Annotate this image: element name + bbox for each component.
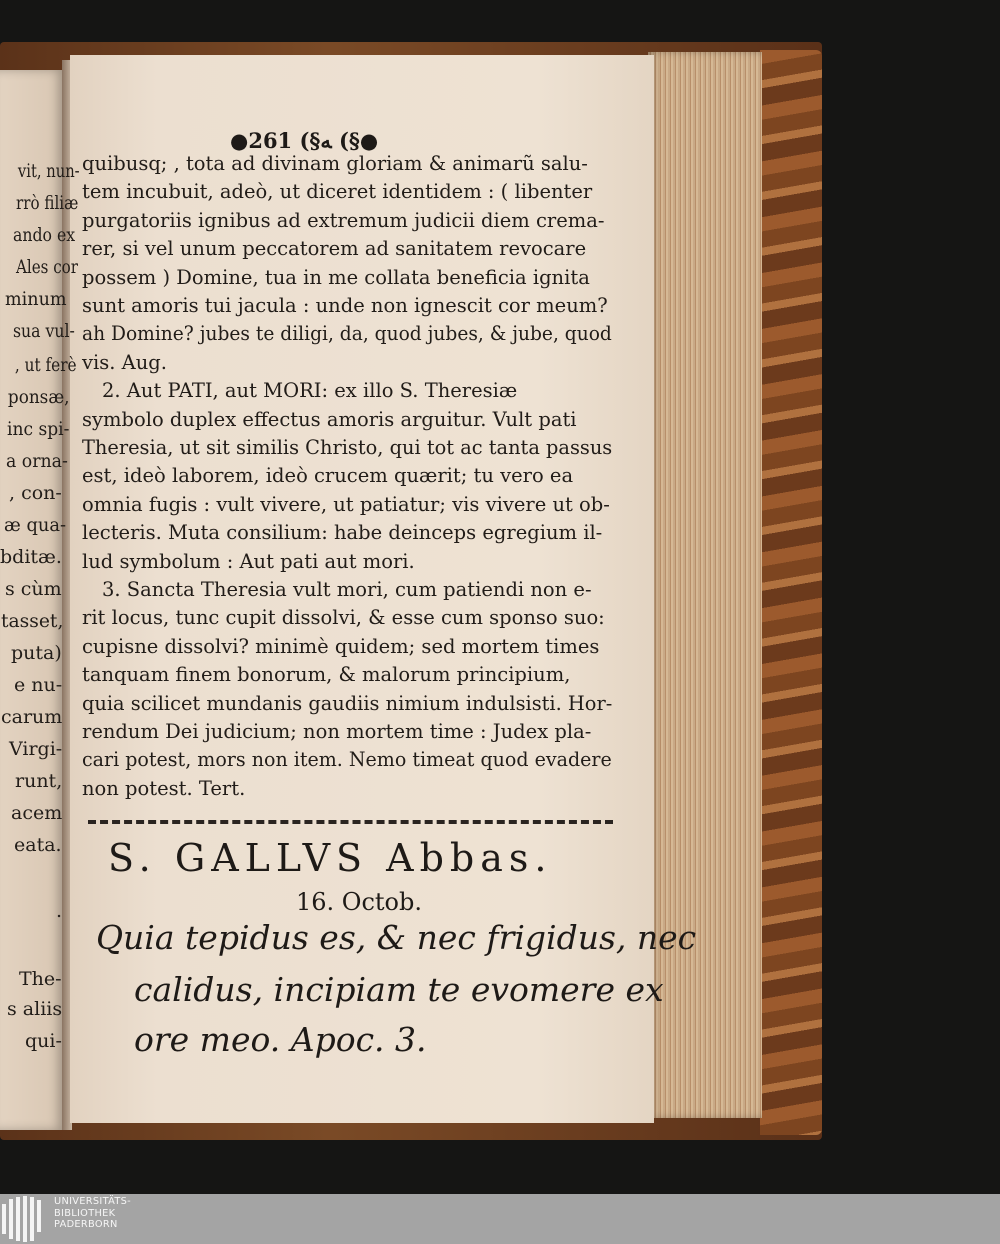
left-page-fragment: runt, — [15, 770, 63, 792]
body-line: rendum Dei judicium; non mortem time : Judex pla- — [82, 720, 592, 743]
body-line: cari potest, mors non item. Nemo timeat quod evadere — [82, 748, 612, 772]
body-line: 3. Sancta Theresia vult mori, cum patiendi non e- — [102, 578, 592, 601]
left-page-fragment: , con- — [9, 482, 62, 504]
left-page-fragment: tasset, — [1, 610, 64, 632]
body-line: omnia fugis : vult vivere, ut patiatur; vis vivere ut ob- — [82, 492, 610, 516]
feast-date: 16. Octob. — [296, 888, 422, 916]
body-line: sunt amoris tui jacula : unde non ignescit cor meum? — [82, 294, 608, 317]
body-line: lecteris. Muta consilium: habe deinceps egregium il- — [82, 521, 603, 545]
body-line: symbolo duplex effectus amoris arguitur. Vult pati — [82, 407, 577, 431]
body-line: tem incubuit, adeò, ut diceret identidem : ( libenter — [82, 180, 593, 204]
quote-line: calidus, incipiam te evomere ex — [134, 970, 664, 1009]
left-page-fragment: ando ex — [13, 224, 76, 246]
body-line: possem ) Domine, tua in me collata beneficia ignita — [82, 265, 590, 289]
left-page-fragment: vit, nun- — [17, 160, 80, 182]
left-page-fragment: s aliis — [7, 998, 63, 1020]
saint-heading: S. GALLVS Abbas. — [108, 836, 553, 880]
left-page-fragment: puta) — [11, 642, 62, 664]
body-line: 2. Aut PATI, aut MORI: ex illo S. Theresiæ — [102, 379, 518, 403]
left-page-fragment: s cùm — [5, 578, 62, 600]
body-line: quibusq; , tota ad divinam gloriam & animarũ salu- — [82, 152, 588, 175]
left-page-fragment: a orna- — [5, 450, 68, 472]
left-page-fragment: carum — [1, 706, 63, 728]
body-line: rit locus, tunc cupit dissolvi, & esse cum sponso suo: — [82, 606, 605, 630]
quote-line: ore meo. Apoc. 3. — [134, 1020, 427, 1059]
library-logo-icon — [2, 1196, 46, 1242]
body-line: tanquam finem bonorum, & malorum principium, — [82, 663, 571, 687]
left-page-fragment: ponsæ, — [7, 386, 70, 408]
quote-line: Quia tepidus es, & nec frigidus, nec — [96, 918, 697, 957]
library-name — [54, 1196, 131, 1231]
body-line: lud symbolum : Aut pati aut mori. — [82, 549, 415, 573]
body-line: rer, si vel unum peccatorem ad sanitatem revocare — [82, 237, 587, 261]
body-line: non potest. Tert. — [82, 776, 246, 800]
footer-bar — [0, 1194, 1000, 1244]
page-edges — [648, 52, 762, 1118]
section-rule — [88, 820, 613, 824]
running-head: ●ﻪ§) 261 (§● — [230, 128, 379, 153]
left-page-fragment: The- — [19, 968, 62, 990]
left-page-fragment: minum — [4, 288, 67, 310]
left-page-fragment: inc spi- — [7, 418, 70, 440]
body-line: Theresia, ut sit similis Christo, qui tot ac tanta passus — [82, 436, 613, 459]
body-line: quia scilicet mundanis gaudiis nimium indulsisti. Hor- — [82, 691, 613, 715]
body-line: ah Domine? jubes te diligi, da, quod jubes, & jube, quod — [82, 322, 612, 346]
body-line: vis. Aug. — [82, 350, 167, 374]
left-page-fragment: eata. — [14, 834, 62, 856]
left-page-fragment: Virgi- — [9, 738, 63, 760]
left-page-fragment: bditæ. — [0, 546, 62, 568]
left-page-fragment: e nu- — [14, 674, 63, 696]
body-line: cupisne dissolvi? minimè quidem; sed mortem times — [82, 634, 600, 658]
left-page-fragment: æ qua- — [4, 514, 67, 536]
left-page-fragment: qui- — [25, 1030, 62, 1052]
left-page-fragment: Ales cor — [15, 256, 78, 278]
body-line: purgatoriis ignibus ad extremum judicii diem crema- — [82, 208, 605, 232]
library-name-line: UNIVERSITÄTS- — [54, 1196, 131, 1207]
left-page-fragment: . — [56, 900, 63, 922]
library-name-line: BIBLIOTHEK — [54, 1207, 116, 1219]
left-page-fragment: , ut ferè — [14, 354, 77, 376]
book-spine — [760, 50, 822, 1135]
left-page-fragment: acem — [11, 802, 63, 824]
body-line: est, ideò laborem, ideò crucem quærit; tu vero ea — [82, 464, 574, 488]
left-page-fragment: sua vul- — [12, 320, 75, 342]
library-name-line: PADERBORN — [54, 1219, 118, 1230]
left-page-fragment: rrò filiæ — [16, 192, 79, 214]
